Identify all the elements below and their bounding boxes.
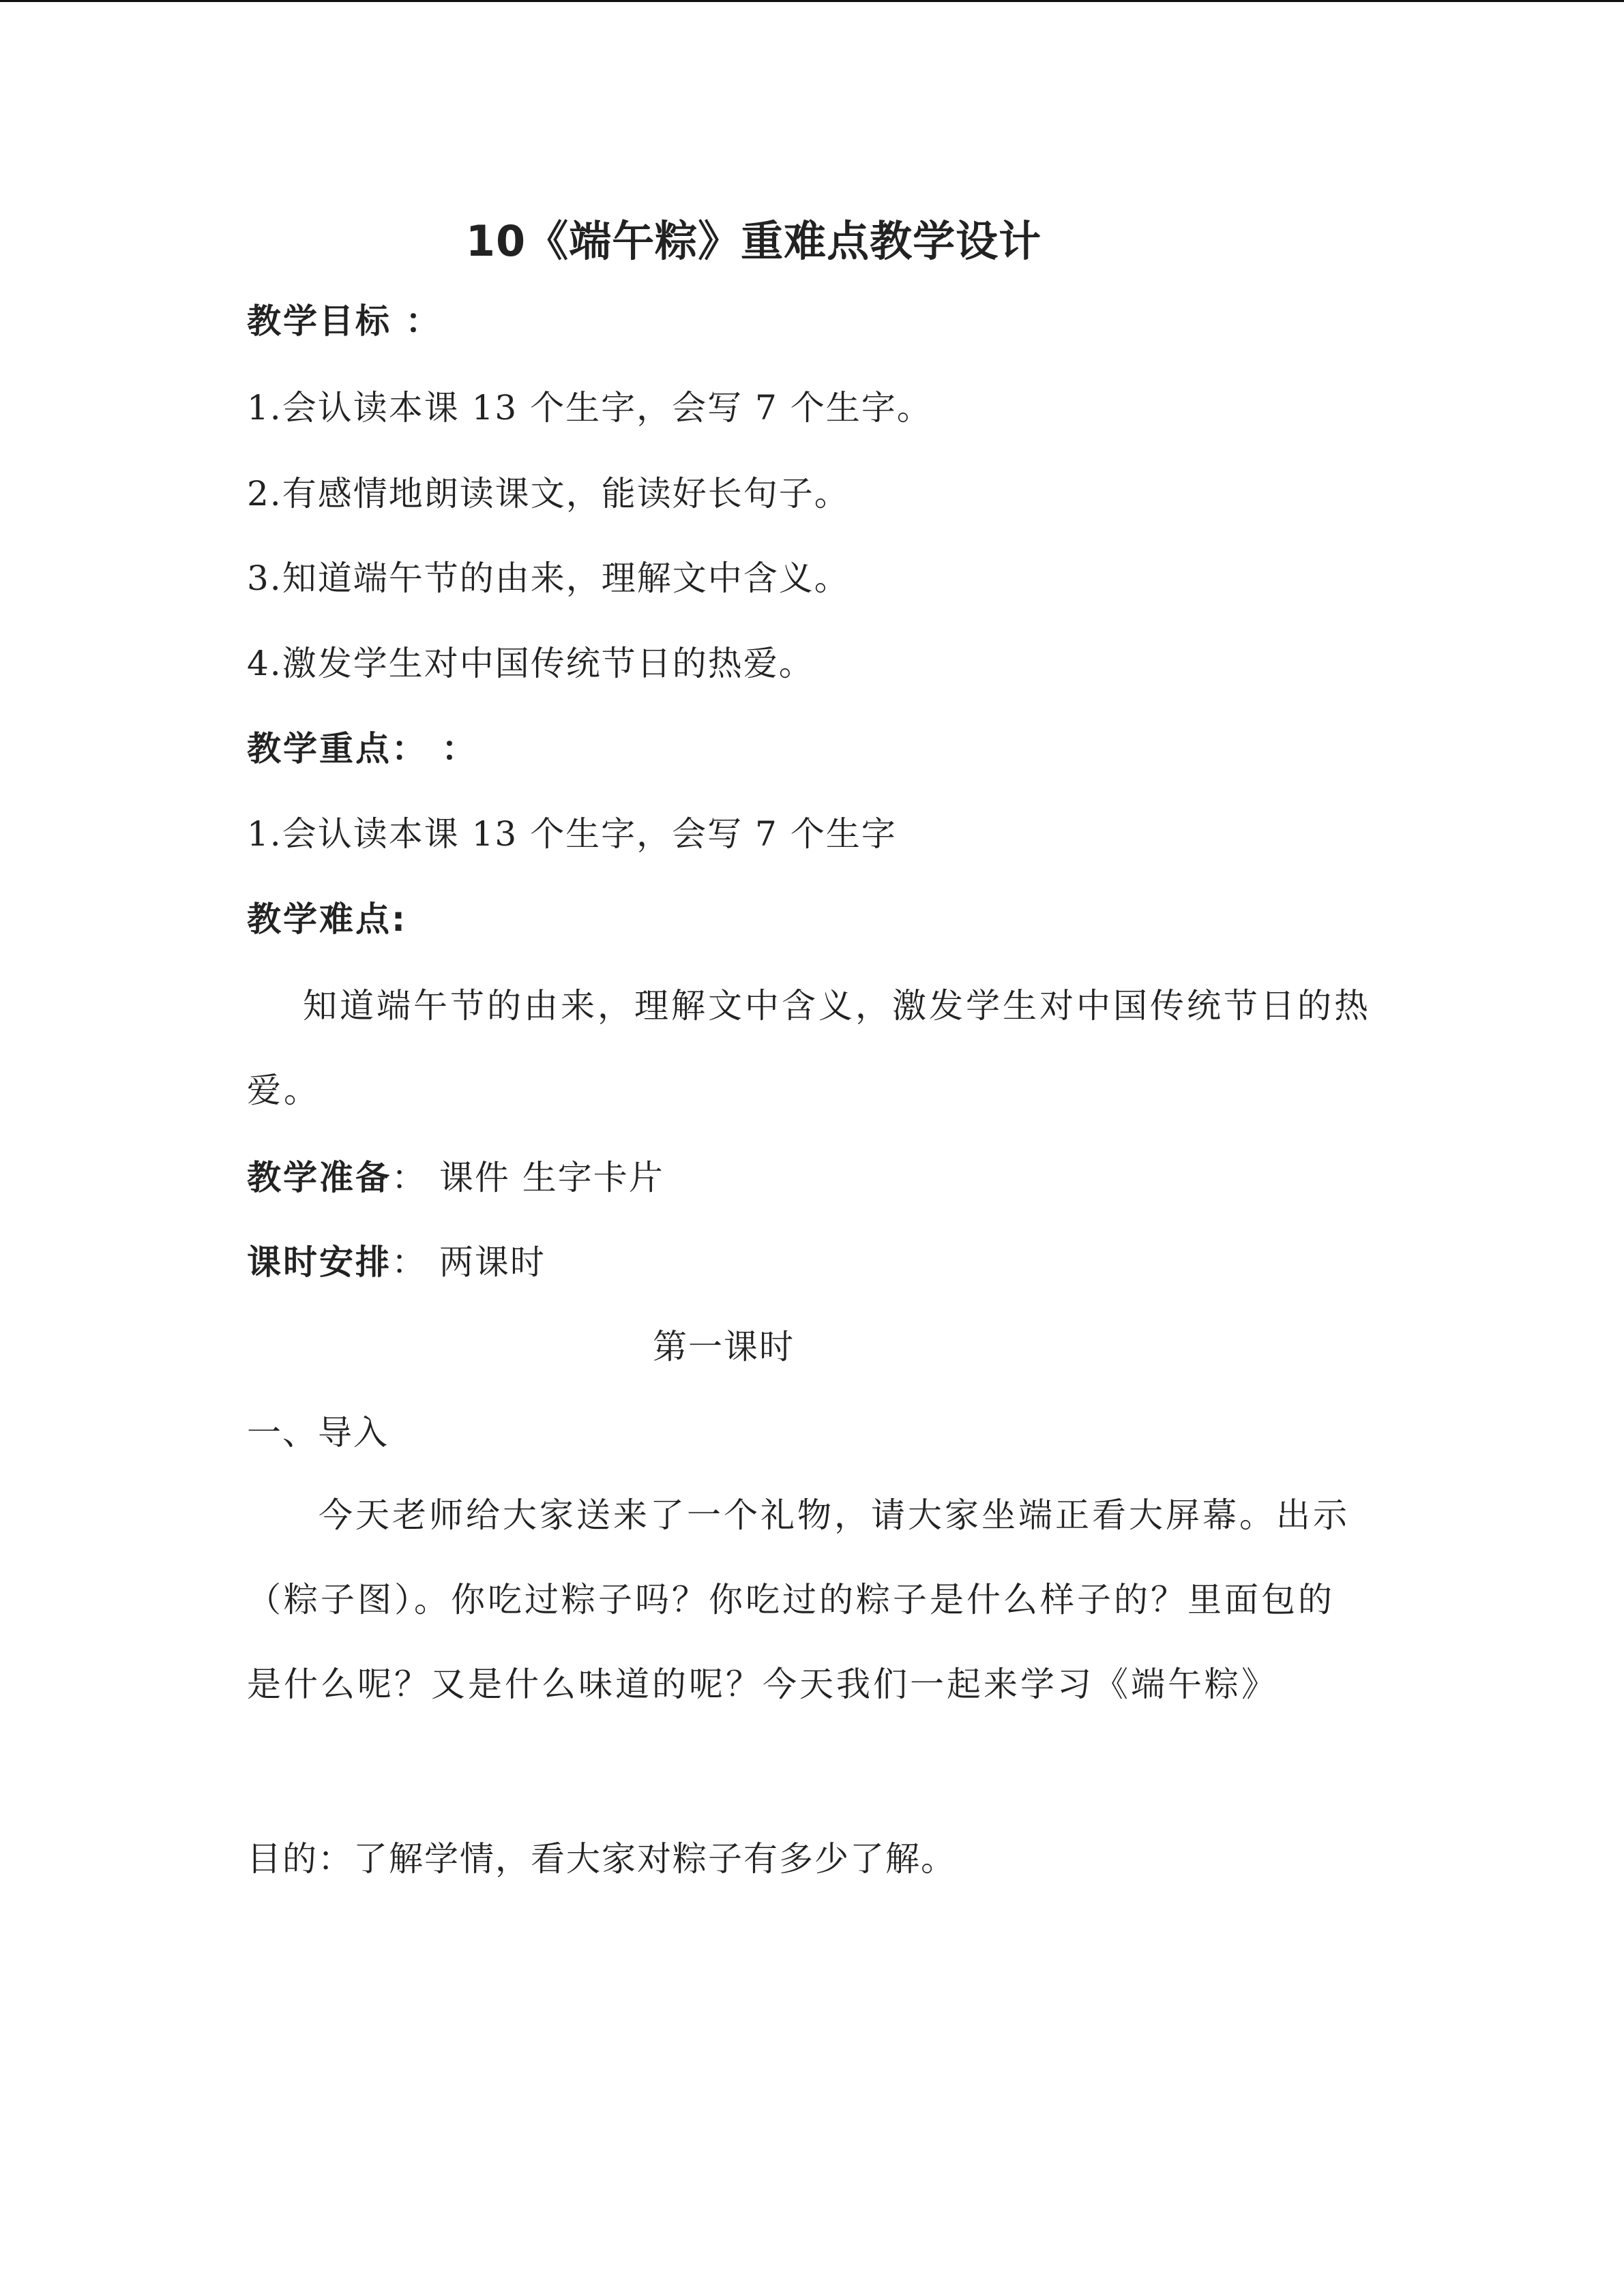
purpose-line: 目的：了解学情，看大家对粽子有多少了解。 [247, 1839, 956, 1879]
difficulty-label: 教学难点: [247, 899, 407, 939]
difficulty-paragraph: 知道端午节的由来，理解文中含义，激发学生对中国传统节日的热爱。 [247, 986, 1371, 1110]
page-top-border [0, 0, 1624, 2]
section-intro-heading: 一、导入 [247, 1413, 389, 1452]
objective-item-1: 1.会认读本课 13 个生字，会写 7 个生字。 [247, 388, 932, 428]
prep-value: ： 课件 生字卡片 [392, 1158, 664, 1197]
schedule-label: 课时安排 [247, 1242, 392, 1282]
schedule-value: ： 两课时 [392, 1242, 546, 1282]
prep-line [247, 1157, 664, 1198]
key-points-label: 教学重点： ： [247, 729, 478, 769]
intro-paragraph: 今天老师给大家送来了一个礼物，请大家坐端正看大屏幕。出示（粽子图）。你吃过粽子吗？你吃过的粽子是什么样子的？里面包的是什么呢？又是什么味道的呢？今天我们一起来学习《端午粽》 [247, 1495, 1350, 1704]
objective-item-3: 3.知道端午节的由来，理解文中含义。 [247, 558, 850, 598]
prep-label: 教学准备 [247, 1158, 392, 1197]
lesson-heading: 第一课时 [653, 1327, 795, 1367]
key-points-item: 1.会认读本课 13 个生字，会写 7 个生字 [247, 814, 897, 854]
objective-item-4: 4.激发学生对中国传统节日的热爱。 [247, 644, 814, 683]
schedule-line [247, 1242, 546, 1283]
objective-item-2: 2.有感情地朗读课文，能读好长句子。 [247, 474, 850, 513]
page-title: 10《端午粽》重难点教学设计 [465, 216, 1042, 266]
objectives-label: 教学目标 ： [247, 301, 442, 341]
